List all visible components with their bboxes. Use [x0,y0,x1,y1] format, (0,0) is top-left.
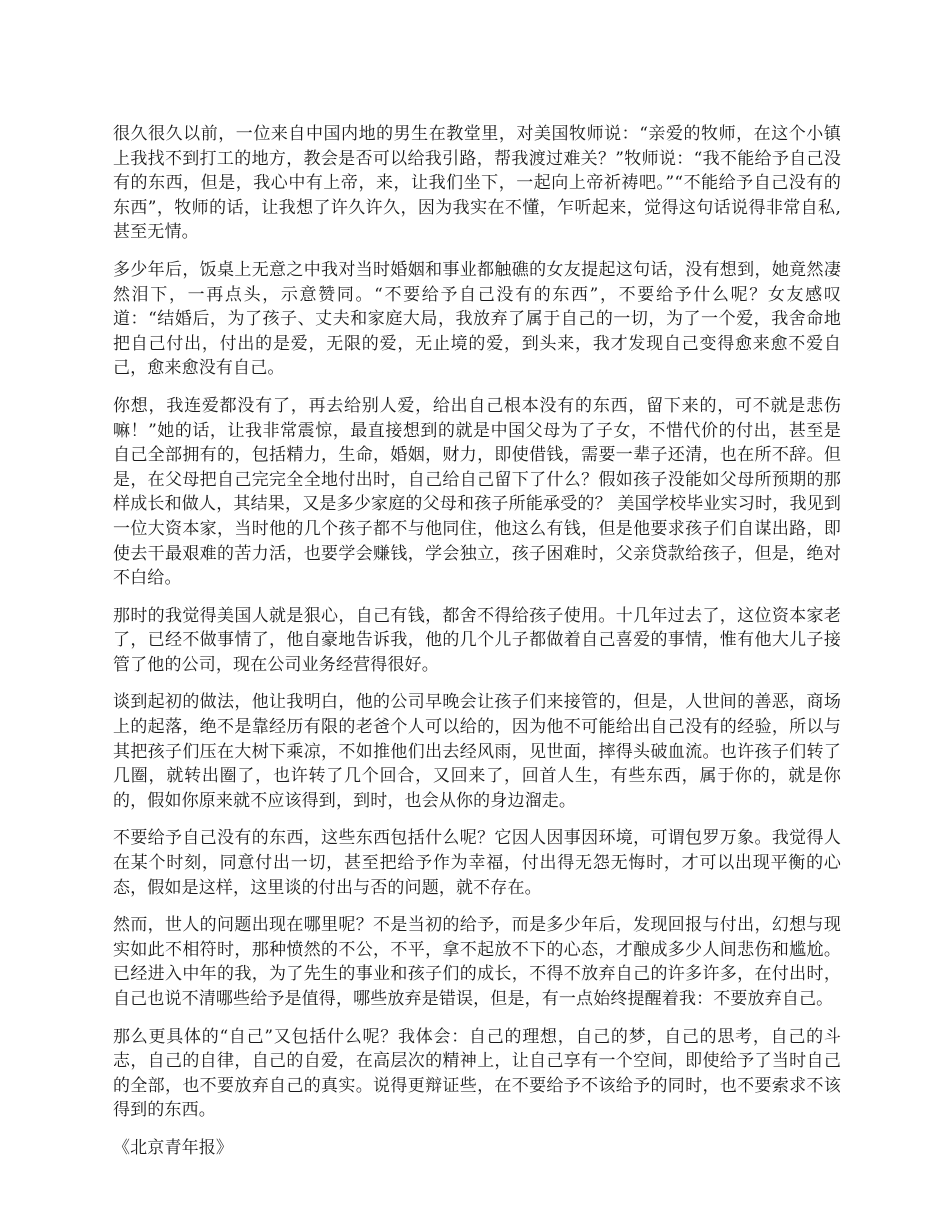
paragraph-8: 那么更具体的“自己”又包括什么呢？我体会：自己的理想，自己的梦，自己的思考，自己的斗志，自己的自律，自己的自爱，在高层次的精神上，让自己享有一个空间，即使给予了当时自己的全部，也不要放弃自己的真实。说得更辩证些，在不要给予不该给予的同时，也不要索求不该得到的东西。 [113,1026,841,1121]
paragraph-4: 那时的我觉得美国人就是狠心，自己有钱，都舍不得给孩子使用。十几年过去了，这位资本家老了，已经不做事情了，他自豪地告诉我，他的几个儿子都做着自己喜爱的事情，惟有他大儿子接管了他的公司，现在公司业务经营得很好。 [113,605,841,675]
paragraph-6: 不要给予自己没有的东西，这些东西包括什么呢？它因人因事因环境，可谓包罗万象。我觉得人在某个时刻，同意付出一切，甚至把给予作为幸福，付出得无怨无悔时，才可以出现平衡的心态，假如是这样，这里谈的付出与否的问题，就不存在。 [113,828,841,898]
paragraph-7: 然而，世人的问题出现在哪里呢？不是当初的给予，而是多少年后，发现回报与付出，幻想与现实如此不相符时，那种愤然的不公，不平，拿不起放不下的心态，才酿成多少人间悲伤和尴尬。 已经进入中年的我，为了先生的事业和孩子们的成长，不得不放弃自己的许多许多，在付出时，自己也说不清哪些给予是值得，哪些放弃是错误，但是，有一点始终提醒着我：不要放弃自己。 [113,915,841,1009]
paragraph-2: 多少年后，饭桌上无意之中我对当时婚姻和事业都触礁的女友提起这句话，没有想到，她竟然凄然泪下，一再点头，示意赞同。“不要给予自己没有的东西”，不要给予什么呢？女友感叹道：“结婚后，为了孩子、丈夫和家庭大局，我放弃了属于自己的一切，为了一个爱，我舍命地把自己付出，付出的是爱，无限的爱，无止境的爱，到头来，我才发现自己变得愈来愈不爱自己，愈来愈没有自己。 [113,259,841,379]
paragraph-5: 谈到起初的做法，他让我明白，他的公司早晚会让孩子们来接管的，但是，人世间的善恶，商场上的起落，绝不是靠经历有限的老爸个人可以给的，因为他不可能给出自己没有的经验，所以与其把孩子们压在大树下乘凉，不如推他们出去经风雨，见世面，摔得头破血流。也许孩子们转了几圈，就转出圈了，也许转了几个回合，又回来了，回首人生，有些东西，属于你的，就是你的，假如你原来就不应该得到，到时，也会从你的身边溜走。 [113,692,841,811]
paragraph-3: 你想，我连爱都没有了，再去给别人爱，给出自己根本没有的东西，留下来的，可不就是悲伤嘛！”她的话，让我非常震惊，最直接想到的就是中国父母为了子女，不惜代价的付出，甚至是自己全部拥有的，包括精力，生命，婚姻，财力，即使借钱，需要一辈子还清，也在所不辞。但是，在父母把自己完完全全地付出时，自己给自己留下了什么？假如孩子没能如父母所预期的那样成长和做人，其结果，又是多少家庭的父母和孩子所能承受的？ 美国学校毕业实习时，我见到一位大资本家，当时他的几个孩子都不与他同住，他这么有钱，但是他要求孩子们自谋出路，即使去干最艰难的苦力活，也要学会赚钱，学会独立，孩子困难时，父亲贷款给孩子，但是，绝对不白给。 [113,395,841,589]
paragraph-1: 很久很久以前，一位来自中国内地的男生在教堂里，对美国牧师说：“亲爱的牧师，在这个小镇上我找不到打工的地方，教会是否可以给我引路，帮我渡过难关？”牧师说：“我不能给予自己没有的东西，但是，我心中有上帝，来，让我们坐下，一起向上帝祈祷吧。”“不能给予自己没有的东西”，牧师的话，让我想了许久许久，因为我实在不懂，乍听起来，觉得这句话说得非常自私,甚至无情。 [113,124,841,243]
source-attribution: 《北京青年报》 [113,1137,234,1158]
document-page [113,122,841,1161]
